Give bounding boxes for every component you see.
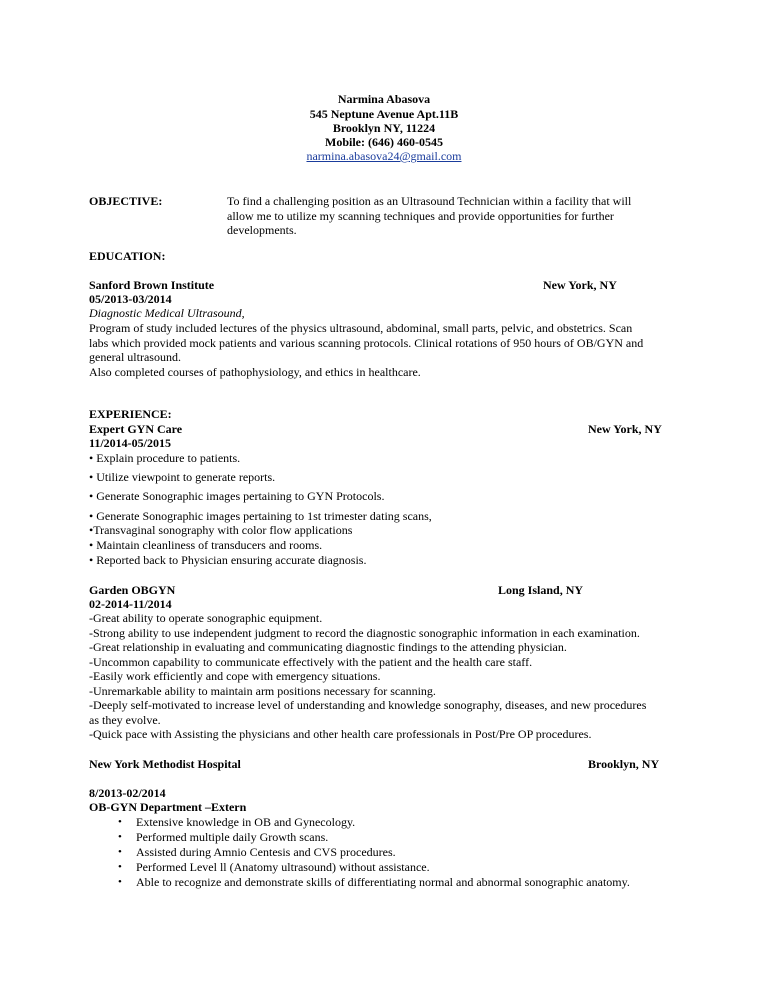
duty-item: -Deeply self-motivated to increase level of understanding and knowledge sonography, diseases, and new procedures xyxy=(89,698,647,712)
bullet-icon: • xyxy=(118,816,122,828)
job-dates: 8/2013-02/2014 xyxy=(89,786,166,800)
bullet-icon: • xyxy=(118,846,122,858)
duty-item: -Unremarkable ability to maintain arm positions necessary for scanning. xyxy=(89,684,436,698)
list-item: Extensive knowledge in OB and Gynecology. xyxy=(136,815,356,829)
education-line: labs which provided mock patients and various scanning protocols. Clinical rotations of 950 hours of OB/GYN and xyxy=(89,336,644,350)
address-line-1: 545 Neptune Avenue Apt.11B xyxy=(309,107,459,121)
duty-item: -Uncommon capability to communicate effectively with the patient and the health care staff. xyxy=(89,655,533,669)
objective-label: OBJECTIVE: xyxy=(89,194,163,208)
school-location: New York, NY xyxy=(543,278,617,292)
duty-item: • Utilize viewpoint to generate reports. xyxy=(89,470,276,484)
experience-heading: EXPERIENCE: xyxy=(89,407,172,421)
objective-line: developments. xyxy=(227,223,297,237)
duty-item: • Generate Sonographic images pertaining to GYN Protocols. xyxy=(89,489,385,503)
list-item: Assisted during Amnio Centesis and CVS procedures. xyxy=(136,845,396,859)
bullet-icon: • xyxy=(118,861,122,873)
duty-item: • Reported back to Physician ensuring accurate diagnosis. xyxy=(89,553,367,567)
objective-line: To find a challenging position as an Ultrasound Technician within a facility that will xyxy=(227,194,632,208)
duty-item: -Strong ability to use independent judgment to record the diagnostic sonographic information in each examination. xyxy=(89,626,640,640)
mobile-number: Mobile: (646) 460-0545 xyxy=(325,135,443,149)
duty-item: • Maintain cleanliness of transducers and rooms. xyxy=(89,538,323,552)
duty-item: -Quick pace with Assisting the physicians and other health care professionals in Post/Pre OP procedures. xyxy=(89,727,592,741)
education-dates: 05/2013-03/2014 xyxy=(89,292,172,306)
education-line: general ultrasound. xyxy=(89,350,181,364)
department-name: OB-GYN Department –Extern xyxy=(89,800,247,814)
list-item: Performed multiple daily Growth scans. xyxy=(136,830,329,844)
program-name: Diagnostic Medical Ultrasound, xyxy=(89,306,245,320)
bullet-icon: • xyxy=(118,876,122,888)
job-location: New York, NY xyxy=(588,422,662,436)
job-title: New York Methodist Hospital xyxy=(89,757,241,771)
list-item: Able to recognize and demonstrate skills of differentiating normal and abnormal sonographic anatomy. xyxy=(136,875,630,889)
address-line-2: Brooklyn NY, 11224 xyxy=(332,121,436,135)
education-heading: EDUCATION: xyxy=(89,249,166,263)
duty-item: -Great relationship in evaluating and communicating diagnostic findings to the attending physician. xyxy=(89,640,567,654)
candidate-name: Narmina Abasova xyxy=(337,92,431,106)
duty-item: • Generate Sonographic images pertaining to 1st trimester dating scans, xyxy=(89,509,432,523)
email-row xyxy=(0,149,768,164)
objective-line: allow me to utilize my scanning techniques and provide opportunities for further xyxy=(227,209,614,223)
duty-item: -Easily work efficiently and cope with emergency situations. xyxy=(89,669,381,683)
job-title: Expert GYN Care xyxy=(89,422,183,436)
bullet-icon: • xyxy=(118,831,122,843)
duty-item: •Transvaginal sonography with color flow applications xyxy=(89,523,353,537)
job-location: Long Island, NY xyxy=(498,583,584,597)
education-line: Also completed courses of pathophysiology, and ethics in healthcare. xyxy=(89,365,421,379)
school-name: Sanford Brown Institute xyxy=(89,278,215,292)
list-item: Performed Level ll (Anatomy ultrasound) without assistance. xyxy=(136,860,430,874)
job-dates: 11/2014-05/2015 xyxy=(89,436,172,450)
education-line: Program of study included lectures of the physics ultrasound, abdominal, small parts, pelvic, and obstetrics. Scan xyxy=(89,321,633,335)
job-location: Brooklyn, NY xyxy=(588,757,660,771)
job-dates: 02-2014-11/2014 xyxy=(89,597,172,611)
duty-item: -Great ability to operate sonographic equipment. xyxy=(89,611,323,625)
email-link[interactable]: narmina.abasova24@gmail.com xyxy=(306,149,462,163)
duty-item: • Explain procedure to patients. xyxy=(89,451,241,465)
job-title: Garden OBGYN xyxy=(89,583,176,597)
duty-item: as they evolve. xyxy=(89,713,161,727)
